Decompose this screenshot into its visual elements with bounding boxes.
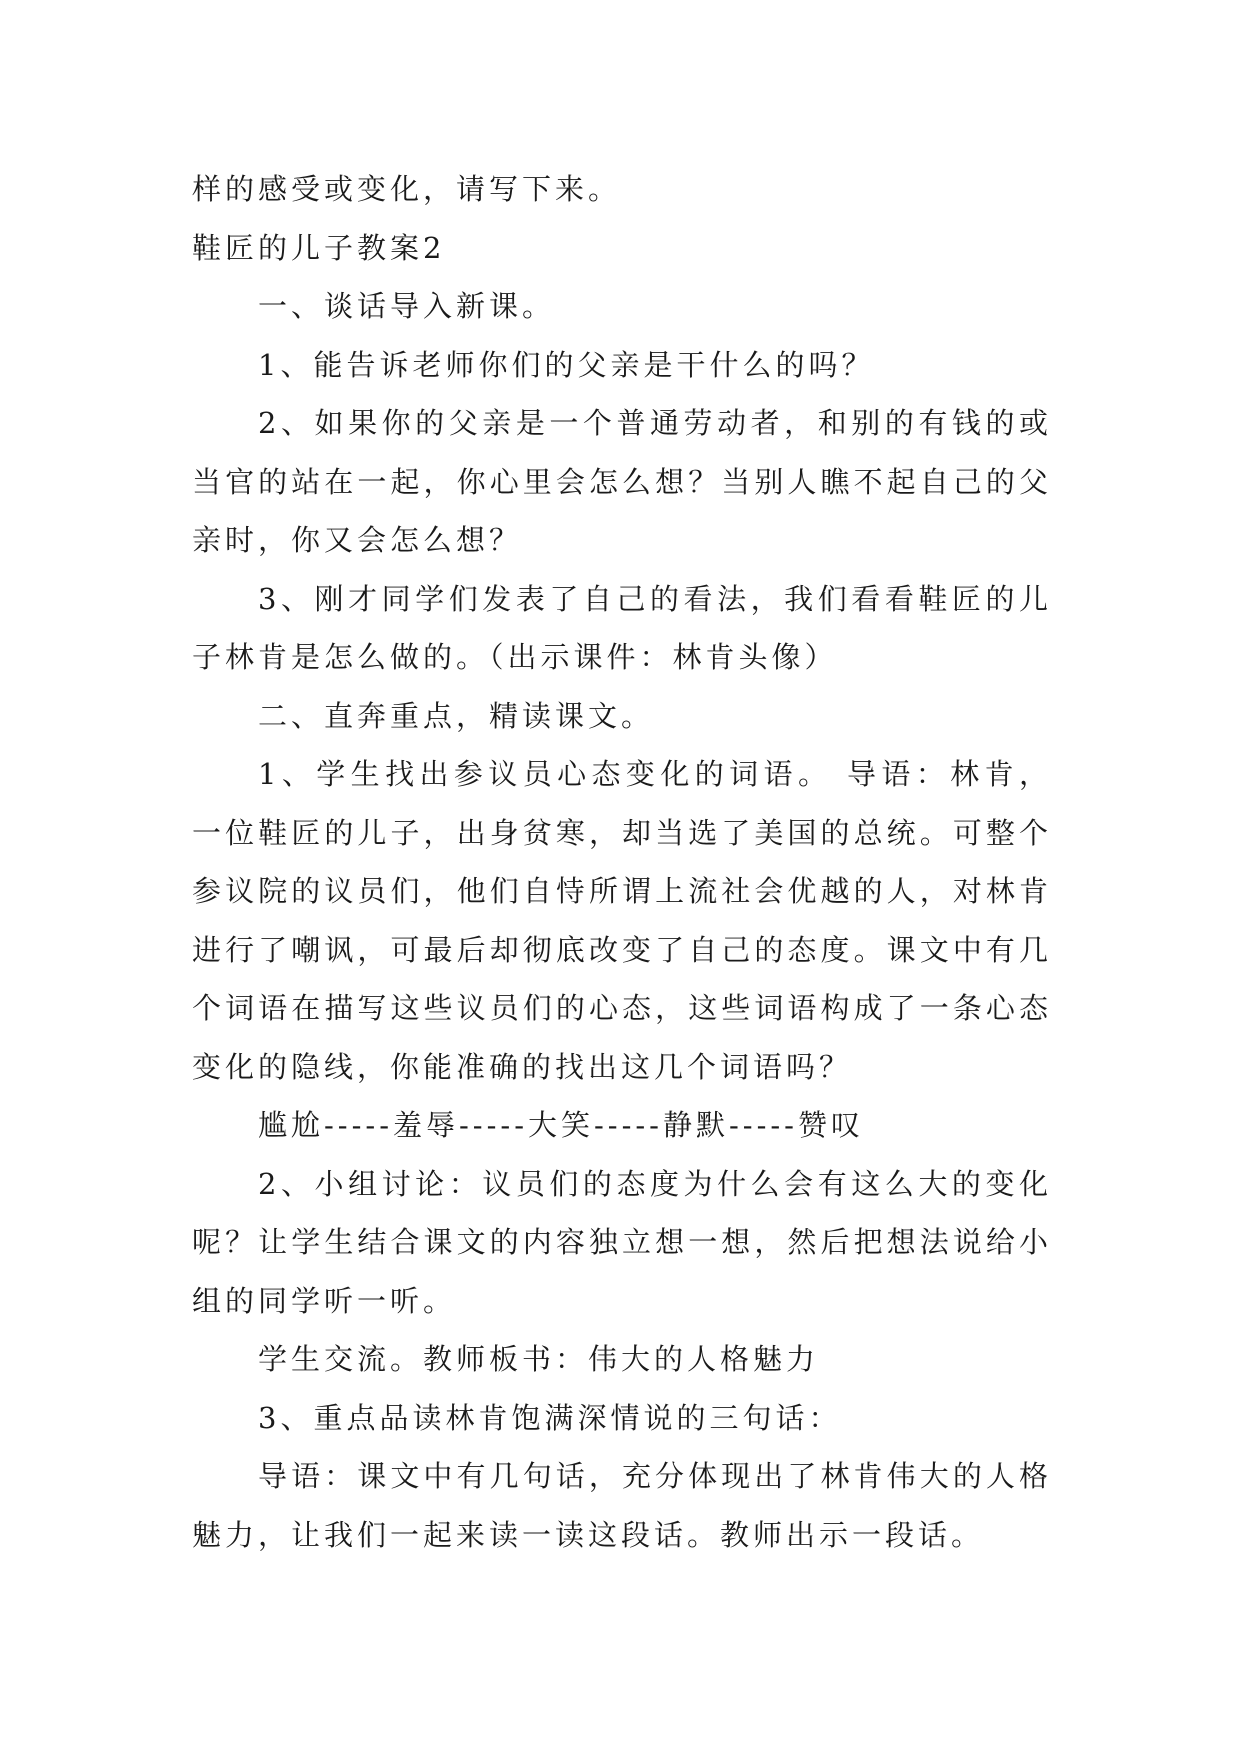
paragraph-guide-closing: 导语：课文中有几句话，充分体现出了林肯伟大的人格魅力，让我们一起来读一读这段话。教师出示一段话。 xyxy=(192,1459,1052,1552)
paragraph-continuation: 样的感受或变化，请写下来。 xyxy=(192,172,622,206)
paragraph-item-2: 2、如果你的父亲是一个普通劳动者，和别的有钱的或当官的站在一起，你心里会怎么想？当别人瞧不起自己的父亲时，你又会怎么想？ xyxy=(192,406,1052,557)
document-body xyxy=(192,160,1052,1564)
paragraph-student-exchange: 学生交流。教师板书：伟大的人格魅力 xyxy=(258,1342,820,1376)
section-title: 鞋匠的儿子教案2 xyxy=(192,230,446,265)
heading-part-one: 一、谈话导入新课。 xyxy=(258,289,556,323)
paragraph-item-3: 3、刚才同学们发表了自己的看法，我们看看鞋匠的儿子林肯是怎么做的。（出示课件：林肯头像） xyxy=(192,581,1052,674)
paragraph-item-2-discussion: 2、小组讨论：议员们的态度为什么会有这么大的变化呢？让学生结合课文的内容独立想一想，然后把想法说给小组的同学听一听。 xyxy=(192,1166,1052,1318)
paragraph-word-sequence: 尴尬-----羞辱-----大笑-----静默-----赞叹 xyxy=(258,1108,864,1142)
paragraph-item-1-guide: 1、学生找出参议员心态变化的词语。 导语：林肯，一位鞋匠的儿子，出身贫寒，却当选了美国的总统。可整个参议院的议员们，他们自恃所谓上流社会优越的人，对林肯进行了嘲讽，可最后却彻底改变了自己的态度。课文中有几个词语在描写这些议员们的心态，这些词语构成了一条心态变化的隐线，你能准确的找出这几个词语吗？ xyxy=(192,757,1052,1084)
paragraph-item-1: 1、能告诉老师你们的父亲是干什么的吗？ xyxy=(258,347,875,382)
heading-part-two: 二、直奔重点，精读课文。 xyxy=(258,698,655,733)
paragraph-item-3-reading: 3、重点品读林肯饱满深情说的三句话： xyxy=(258,1400,842,1435)
